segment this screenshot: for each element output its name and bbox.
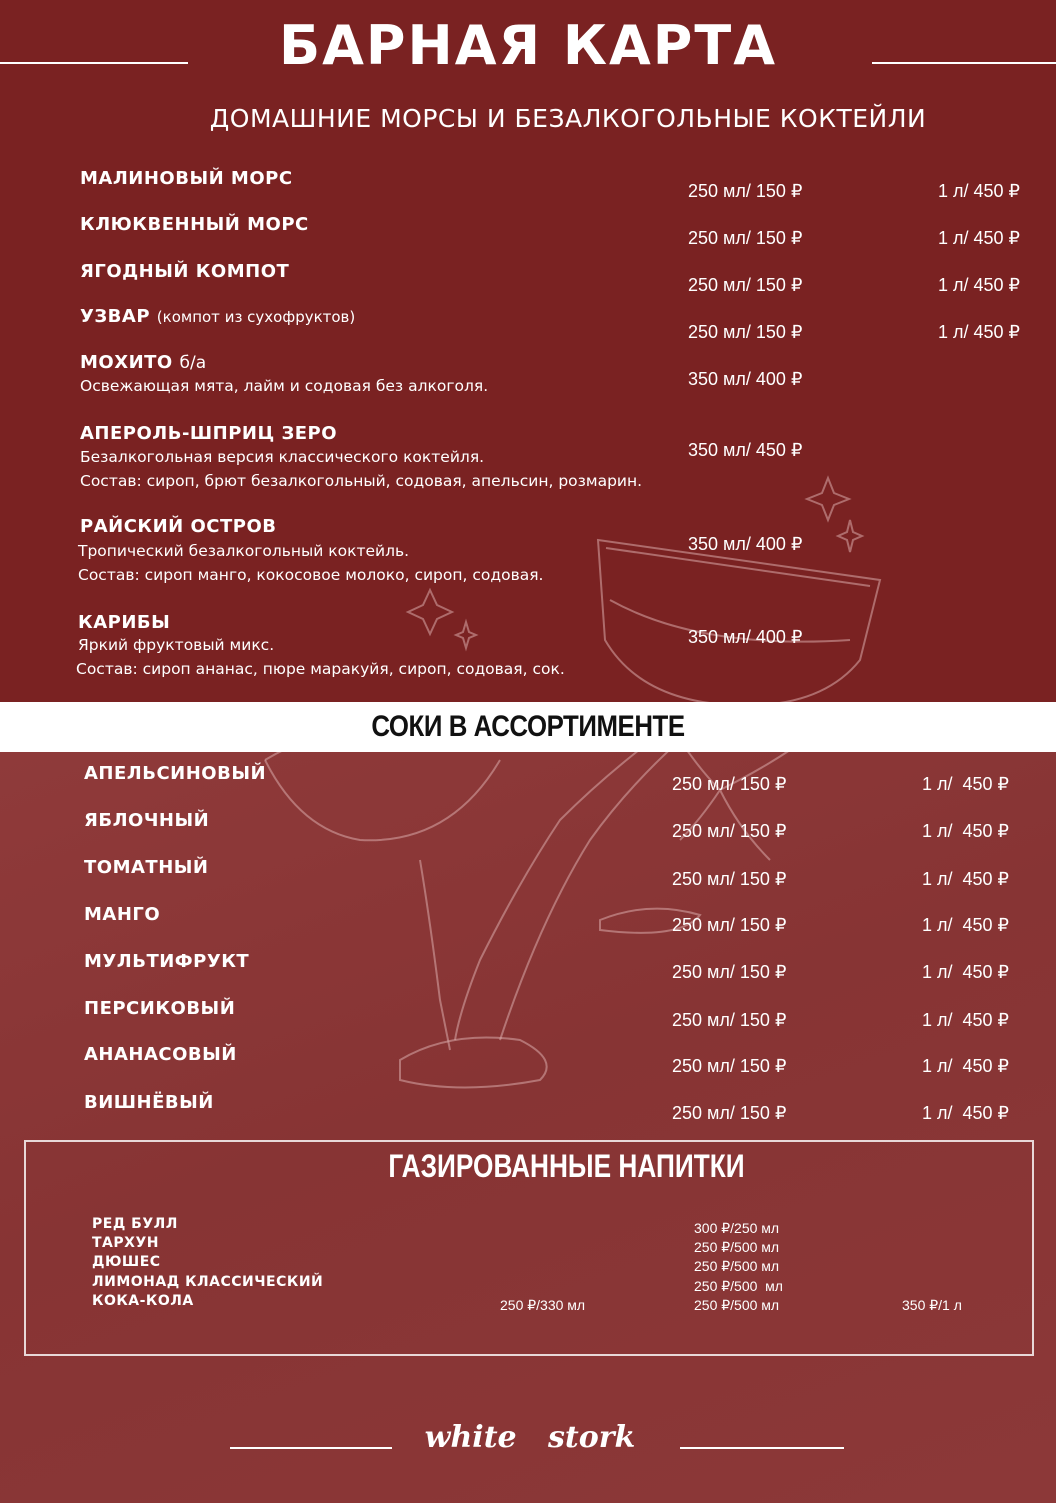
footer-rule-left (230, 1447, 392, 1449)
page-title: БАРНАЯ КАРТА (278, 14, 778, 77)
soda-price: 250 ₽/500 мл (694, 1258, 780, 1274)
drink-note: (компот из сухофруктов) (156, 308, 356, 326)
soda-price: 250 ₽/500 мл (694, 1239, 780, 1255)
juice-name: МУЛЬТИФРУКТ (84, 951, 250, 972)
soda-name: КОКА-КОЛА (92, 1293, 194, 1309)
soda-price: 300 ₽/250 мл (694, 1220, 780, 1236)
cocktail-name (80, 352, 206, 373)
juice-name: АНАНАСОВЫЙ (84, 1044, 237, 1065)
juice-price-small: 250 мл/ 150 ₽ (672, 869, 787, 889)
juice-name: МАНГО (84, 904, 161, 925)
juice-price-large: 1 л/ 450 ₽ (922, 821, 1010, 841)
juice-name: ВИШНЁВЫЙ (84, 1092, 214, 1113)
cocktail-ingredients: Состав: сироп манго, кокосовое молоко, сироп, содовая. (78, 566, 544, 584)
soda-price-large: 350 ₽/1 л (902, 1297, 962, 1313)
cocktail-description: Тропический безалкогольный коктейль. (78, 542, 410, 560)
section-title-juices: СОКИ В АССОРТИМЕНТЕ (371, 710, 685, 743)
cocktail-ingredients: Состав: сироп ананас, пюре маракуйя, сироп, содовая, сок. (76, 660, 565, 678)
juice-price-large: 1 л/ 450 ₽ (922, 915, 1010, 935)
juice-price-small: 250 мл/ 150 ₽ (672, 1056, 787, 1076)
juice-price-small: 250 мл/ 150 ₽ (672, 915, 787, 935)
drink-name-text: УЗВАР (80, 306, 151, 327)
juice-name: ПЕРСИКОВЫЙ (84, 998, 236, 1019)
drink-price-large: 1 л/ 450 ₽ (938, 228, 1021, 248)
soda-price: 250 ₽/500 мл (694, 1297, 780, 1313)
juice-price-large: 1 л/ 450 ₽ (922, 962, 1010, 982)
cocktail-name: АПЕРОЛЬ-ШПРИЦ ЗЕРО (80, 423, 338, 444)
drink-name: ЯГОДНЫЙ КОМПОТ (80, 261, 290, 282)
soda-name: ДЮШЕС (92, 1254, 161, 1270)
cocktail-ingredients: Состав: сироп, брют безалкогольный, содовая, апельсин, розмарин. (80, 472, 643, 490)
cocktail-name: КАРИБЫ (78, 612, 171, 633)
juice-price-small: 250 мл/ 150 ₽ (672, 821, 787, 841)
brand-logo: white stork (424, 1420, 636, 1455)
drink-name: МАЛИНОВЫЙ МОРС (80, 168, 293, 189)
drink-price-large: 1 л/ 450 ₽ (938, 275, 1021, 295)
soda-price: 250 ₽/500 мл (694, 1278, 783, 1294)
section-title-sodas: ГАЗИРОВАННЫЕ НАПИТКИ (388, 1148, 745, 1184)
juice-name: ЯБЛОЧНЫЙ (84, 810, 210, 831)
cocktail-description: Освежающая мята, лайм и содовая без алкоголя. (80, 377, 489, 395)
juice-name: АПЕЛЬСИНОВЫЙ (84, 763, 267, 784)
drink-price-large: 1 л/ 450 ₽ (938, 322, 1021, 342)
soda-name: РЕД БУЛЛ (92, 1216, 178, 1232)
juice-price-large: 1 л/ 450 ₽ (922, 1103, 1010, 1123)
cocktail-price: 350 мл/ 450 ₽ (688, 440, 803, 460)
juice-price-large: 1 л/ 450 ₽ (922, 774, 1010, 794)
juice-price-large: 1 л/ 450 ₽ (922, 1056, 1010, 1076)
page-subtitle: ДОМАШНИЕ МОРСЫ И БЕЗАЛКОГОЛЬНЫЕ КОКТЕЙЛИ (209, 104, 927, 133)
cocktail-description: Безалкогольная версия классического коктейля. (80, 448, 485, 466)
drink-name: КЛЮКВЕННЫЙ МОРС (80, 214, 309, 235)
soda-price-can: 250 ₽/330 мл (500, 1297, 586, 1313)
juice-price-small: 250 мл/ 150 ₽ (672, 1103, 787, 1123)
juice-price-large: 1 л/ 450 ₽ (922, 869, 1010, 889)
drink-price-large: 1 л/ 450 ₽ (938, 181, 1021, 201)
drink-price-small: 250 мл/ 150 ₽ (688, 275, 803, 295)
drink-price-small: 250 мл/ 150 ₽ (688, 322, 803, 342)
cocktail-description: Яркий фруктовый микс. (78, 636, 275, 654)
cocktail-note: б/а (179, 353, 207, 373)
footer-rule-right (680, 1447, 844, 1449)
drink-price-small: 250 мл/ 150 ₽ (688, 181, 803, 201)
soda-name: ЛИМОНАД КЛАССИЧЕСКИЙ (92, 1274, 324, 1290)
juice-name: ТОМАТНЫЙ (84, 857, 209, 878)
juice-price-small: 250 мл/ 150 ₽ (672, 774, 787, 794)
drink-name (80, 306, 355, 327)
juice-price-small: 250 мл/ 150 ₽ (672, 962, 787, 982)
juice-price-small: 250 мл/ 150 ₽ (672, 1010, 787, 1030)
soda-name: ТАРХУН (92, 1235, 159, 1251)
cocktail-name-text: МОХИТО (80, 352, 173, 373)
drink-price-small: 250 мл/ 150 ₽ (688, 228, 803, 248)
cocktail-name: РАЙСКИЙ ОСТРОВ (80, 516, 277, 537)
cocktail-price: 350 мл/ 400 ₽ (688, 534, 803, 554)
cocktail-price: 350 мл/ 400 ₽ (688, 627, 803, 647)
juice-price-large: 1 л/ 450 ₽ (922, 1010, 1010, 1030)
cocktail-price: 350 мл/ 400 ₽ (688, 369, 803, 389)
